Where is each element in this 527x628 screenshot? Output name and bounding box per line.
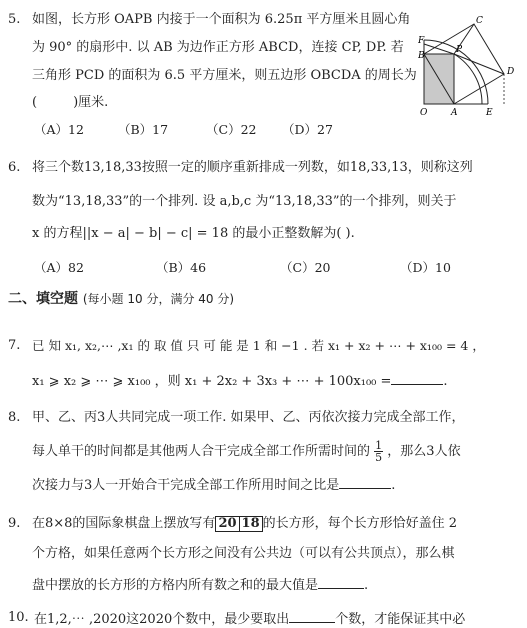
- q10-number: 10.: [8, 610, 29, 625]
- q9-box-20: 20: [215, 516, 239, 532]
- label-f: F: [418, 36, 425, 46]
- q6-choice-c: （C）20: [280, 260, 331, 275]
- q8-line1: 甲、乙、丙3人共同完成一项工作. 如果甲、乙、丙依次接力完成全部工作，: [32, 410, 465, 425]
- q8-answer-blank[interactable]: [339, 476, 391, 489]
- q5-number: 5.: [8, 12, 21, 27]
- section-heading: [8, 290, 234, 308]
- section-note: (每小题 10 分，满分 40 分): [82, 292, 235, 306]
- q5-choice-a: （A）12: [34, 122, 84, 137]
- q7-answer-blank[interactable]: [391, 372, 443, 385]
- q8-fraction-numerator: 1: [375, 439, 383, 452]
- q7-equation: x₁ ⩾ x₂ ⩾ ⋯ ⩾ x₁₀₀ ，则 x₁ + 2x₂ + 3x₃ + ⋯ + 100x₁₀₀ =: [32, 374, 392, 389]
- q6-line1: 将三个数13,18,33按照一定的顺序重新排成一列数，如18,33,13，则称这列: [32, 160, 473, 175]
- label-p: P: [456, 45, 463, 55]
- q5-line3: 三角形 PCD 的面积为 6.5 平方厘米，则五边形 OBCDA 的周长为: [32, 68, 417, 83]
- q5-choice-d: （D）27: [282, 122, 333, 137]
- label-d: D: [507, 67, 515, 77]
- q9-answer-blank[interactable]: [318, 576, 364, 589]
- inner-arc: [454, 54, 482, 104]
- label-b: B: [418, 51, 425, 61]
- label-o: O: [420, 108, 428, 118]
- q6-line3: x 的方程||x − a| − b| − c| = 18 的最小正整数解为( ).: [32, 226, 355, 241]
- q5-paren-open: (: [32, 95, 38, 110]
- q5-choice-c: （C）22: [206, 122, 257, 137]
- section-title: 二、填空题: [8, 291, 78, 307]
- q8-line2-text: 每人单干的时间都是其他两人合干完成全部工作所需时间的: [32, 444, 371, 459]
- q10-line1: [34, 610, 465, 628]
- q9-line3: 盘中摆放的长方形的方格内所有数之和的最大值是 .: [32, 578, 369, 593]
- q10-line1-text: 在1,2,⋯ ,2020这2020个数中，最少要取出: [34, 612, 290, 627]
- q5-line1: 如图，长方形 OAPB 内接于一个面积为 6.25π 平方厘米且圆心角: [32, 12, 411, 27]
- q5-line2: 为 90° 的扇形中. 以 AB 为边作正方形 ABCD，连接 CP, DP. 若: [32, 40, 404, 55]
- q5-paren-close: )厘米.: [73, 95, 109, 110]
- q6-number: 6.: [8, 160, 21, 175]
- q5-line4: [32, 95, 108, 111]
- q6-choice-d: （D）10: [400, 260, 451, 275]
- q8-line3-text: 次接力与3人一开始合干完成全部工作所用时间之比是: [32, 478, 340, 493]
- q9-box-18: 18: [239, 516, 263, 532]
- q9-line2: 个方格，如果任意两个长方形之间没有公共边（可以有公共顶点），那么棋: [32, 546, 455, 561]
- q6-choices: [34, 260, 454, 276]
- q5-choices: [34, 122, 394, 138]
- q6-choice-b: （B）46: [156, 260, 207, 275]
- q10-line1-tail: 个数，才能保证其中必: [335, 612, 466, 627]
- q7-line2: x₁ ⩾ x₂ ⩾ ⋯ ⩾ x₁₀₀ ，则 x₁ + 2x₂ + 3x₃ + ⋯ + 100x₁₀₀ = .: [32, 374, 448, 389]
- q8-fraction: [374, 440, 383, 463]
- q8-number: 8.: [8, 410, 21, 425]
- label-e: E: [486, 108, 493, 118]
- q8-fraction-denominator: 5: [375, 451, 383, 464]
- q5-geometry-figure: [418, 14, 524, 120]
- q6-choice-a: （A）82: [34, 260, 84, 275]
- q9-line3-text: 盘中摆放的长方形的方格内所有数之和的最大值是: [32, 578, 319, 593]
- q7-line1: 已 知 x₁, x₂,⋯ ,x₁ 的 取 值 只 可 能 是 1 和 −1 . 若 x₁ + x₂ + ⋯ + x₁₀₀ = 4 ，: [32, 338, 485, 353]
- q9-line1: [32, 516, 457, 532]
- label-a: A: [451, 108, 458, 118]
- q7-number: 7.: [8, 338, 21, 353]
- q10-answer-blank[interactable]: [289, 610, 335, 623]
- q9-number: 9.: [8, 516, 21, 531]
- q6-line2: 数为“13,18,33”的一个排列. 设 a,b,c 为“13,18,33”的一个排列，则关于: [32, 194, 457, 209]
- q5-choice-b: （B）17: [118, 122, 169, 137]
- q9-line1-tail: 的长方形，每个长方形恰好盖住 2: [262, 516, 458, 531]
- label-c: C: [476, 16, 483, 26]
- q8-line2: [32, 438, 461, 466]
- q8-line3: 次接力与3人一开始合干完成全部工作所用时间之比是 .: [32, 478, 396, 493]
- q8-line2-tail: ，那么3人依: [387, 444, 461, 459]
- q9-line1-text: 在8×8的国际象棋盘上摆放写有: [32, 516, 216, 531]
